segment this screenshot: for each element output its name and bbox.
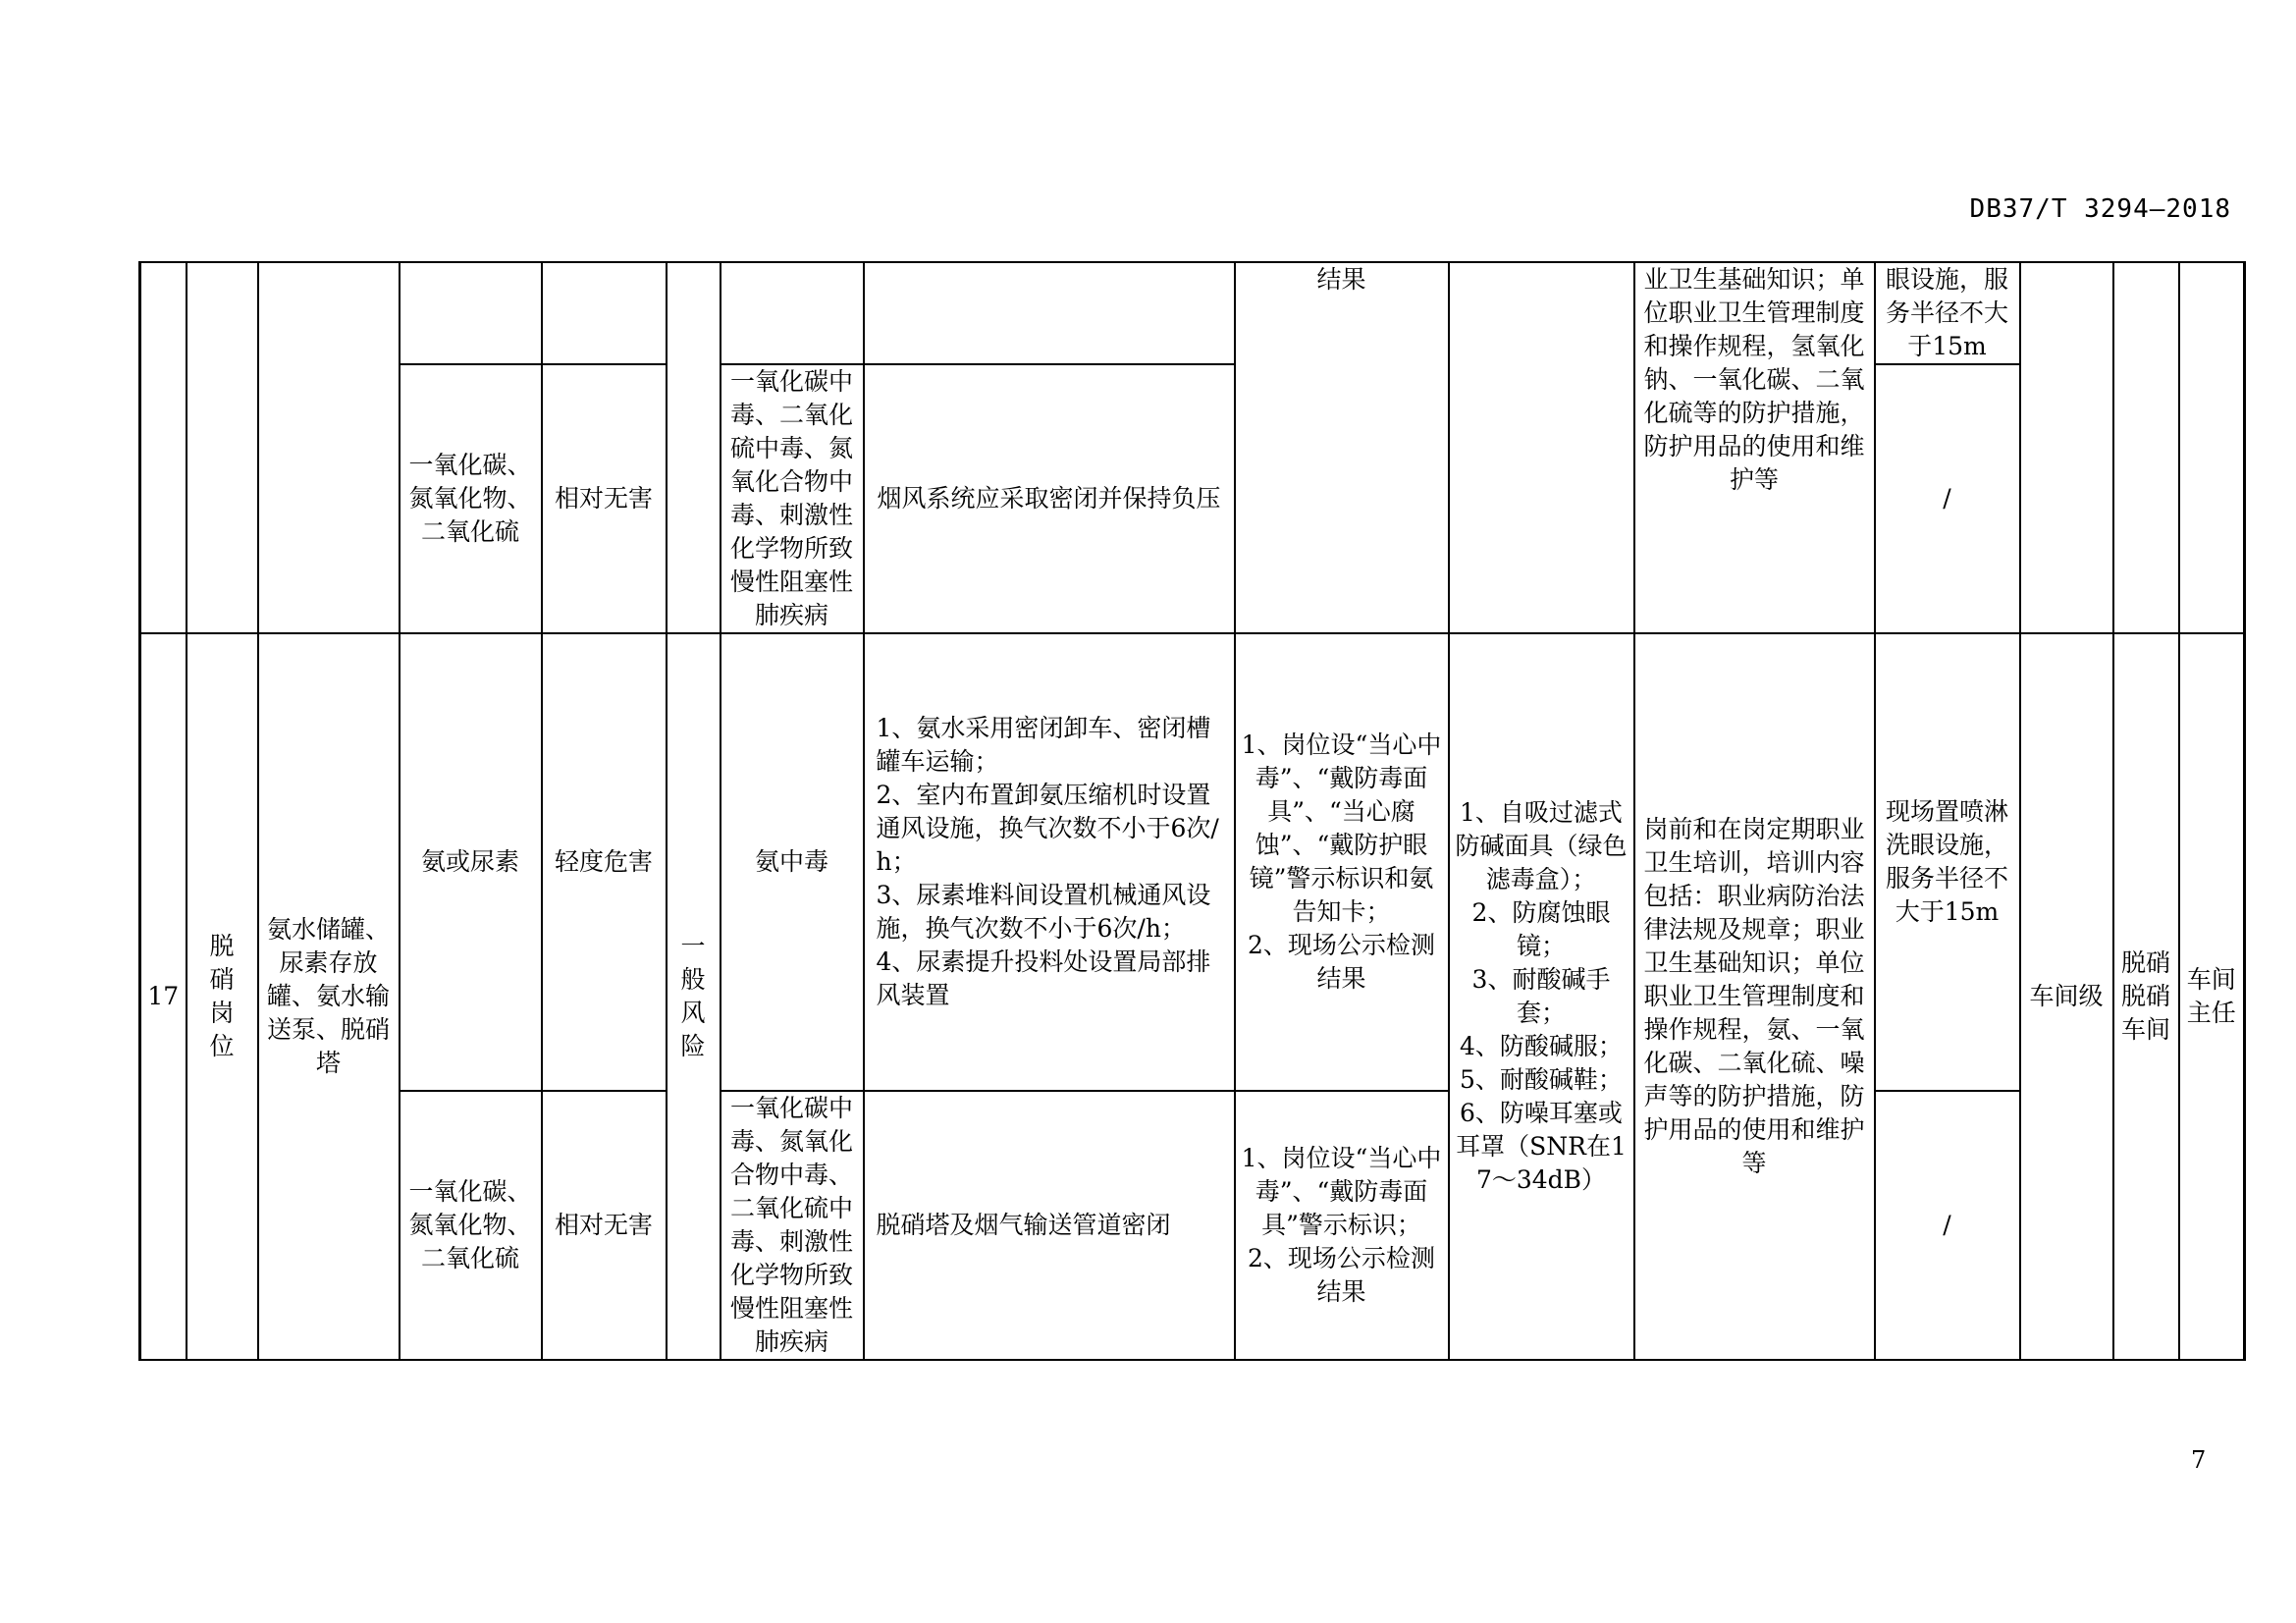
- cont-ppe-cell: [1449, 262, 1634, 633]
- table-row: [140, 1091, 2245, 1360]
- factor-2-cell: 一氧化碳、氮氧化物、二氧化硫: [400, 1091, 542, 1360]
- emergency-cell: 现场置喷淋洗眼设施，服务半径不大于15m: [1875, 633, 2020, 1091]
- emergency-2-cell: /: [1875, 1091, 2020, 1360]
- document-code: DB37/T 3294—2018: [1969, 194, 2231, 224]
- ppe-cell: 1、自吸过滤式防碱面具（绿色滤毒盒）； 2、防腐蚀眼镜； 3、耐酸碱手套； 4、防酸碱服； 5、耐酸碱鞋； 6、防噪耳塞或耳罩（SNR在17～34dB）: [1449, 633, 1634, 1360]
- cont-emergency-2-cell: /: [1875, 364, 2020, 633]
- cont-emergency-cell: 眼设施，服务半径不大于15m: [1875, 262, 2020, 364]
- post-cell: [187, 633, 258, 1360]
- cont-control-level-cell: [2020, 262, 2113, 633]
- cont-engineering-cell: [864, 262, 1235, 364]
- cont-notice-cell: 结果: [1235, 262, 1449, 633]
- cont-department-cell: [2113, 262, 2179, 633]
- cont-equipment-cell: [258, 262, 400, 633]
- table-row: [140, 262, 2245, 364]
- cont-responsible-cell: [2179, 262, 2245, 633]
- cont-post-cell: [187, 262, 258, 633]
- department-text: 脱硝脱硝车间: [2120, 948, 2170, 1044]
- cont-disease-2-cell: 一氧化碳中毒、二氧化硫中毒、氮氧化合物中毒、刺激性化学物所致慢性阻塞性肺疾病: [721, 364, 864, 633]
- post-text: 脱硝岗位: [209, 932, 235, 1060]
- row-number-cell: 17: [140, 633, 187, 1360]
- training-cell: 岗前和在岗定期职业卫生培训，培训内容包括：职业病防治法律法规及规章；职业卫生基础知识；单位职业卫生管理制度和操作规程，氨、一氧化碳、二氧化硫、噪声等的防护措施，防护用品的使用和维护等: [1634, 633, 1875, 1360]
- factor-cell: 氨或尿素: [400, 633, 542, 1091]
- page-number: 7: [2191, 1446, 2207, 1474]
- cont-disease-cell: [721, 262, 864, 364]
- notice-cell: 1、岗位设“当心中毒”、“戴防毒面具”、“当心腐蚀”、“戴防护眼镜”警示标识和氨告知卡； 2、现场公示检测结果: [1235, 633, 1449, 1091]
- table-row: [140, 364, 2245, 633]
- notice-2-cell: 1、岗位设“当心中毒”、“戴防毒面具”警示标识； 2、现场公示检测结果: [1235, 1091, 1449, 1360]
- department-cell: [2113, 633, 2179, 1360]
- equipment-cell: 氨水储罐、尿素存放罐、氨水输送泵、脱硝塔: [258, 633, 400, 1360]
- cont-factor-2-cell: 一氧化碳、氮氧化物、二氧化硫: [400, 364, 542, 633]
- table-row: [140, 633, 2245, 1091]
- control-level-cell: 车间级: [2020, 633, 2113, 1360]
- cont-training-cell: 业卫生基础知识；单位职业卫生管理制度和操作规程，氢氧化钠、一氧化碳、二氧化硫等的防护措施，防护用品的使用和维护等: [1634, 262, 1875, 633]
- risk-text: 一般风险: [680, 932, 706, 1060]
- responsible-cell: [2179, 633, 2245, 1360]
- engineering-2-cell: 脱硝塔及烟气输送管道密闭: [864, 1091, 1235, 1360]
- level-2-cell: 相对无害: [542, 1091, 667, 1360]
- cont-risk-cell: [667, 262, 721, 633]
- level-cell: 轻度危害: [542, 633, 667, 1091]
- cont-no-cell: [140, 262, 187, 633]
- cont-engineering-2-cell: 烟风系统应采取密闭并保持负压: [864, 364, 1235, 633]
- cont-level-2-cell: 相对无害: [542, 364, 667, 633]
- hazard-control-table: [138, 261, 2246, 1361]
- cont-level-cell: [542, 262, 667, 364]
- engineering-cell: 1、氨水采用密闭卸车、密闭槽罐车运输； 2、室内布置卸氨压缩机时设置通风设施，换气次数不小于6次/h； 3、尿素堆料间设置机械通风设施，换气次数不小于6次/h； 4、尿素提升投料处设置局部排风装置: [864, 633, 1235, 1091]
- responsible-text: 车间主任: [2186, 965, 2236, 1027]
- disease-cell: 氨中毒: [721, 633, 864, 1091]
- cont-factor-cell: [400, 262, 542, 364]
- disease-2-cell: 一氧化碳中毒、氮氧化合物中毒、二氧化硫中毒、刺激性化学物所致慢性阻塞性肺疾病: [721, 1091, 864, 1360]
- risk-cell: [667, 633, 721, 1360]
